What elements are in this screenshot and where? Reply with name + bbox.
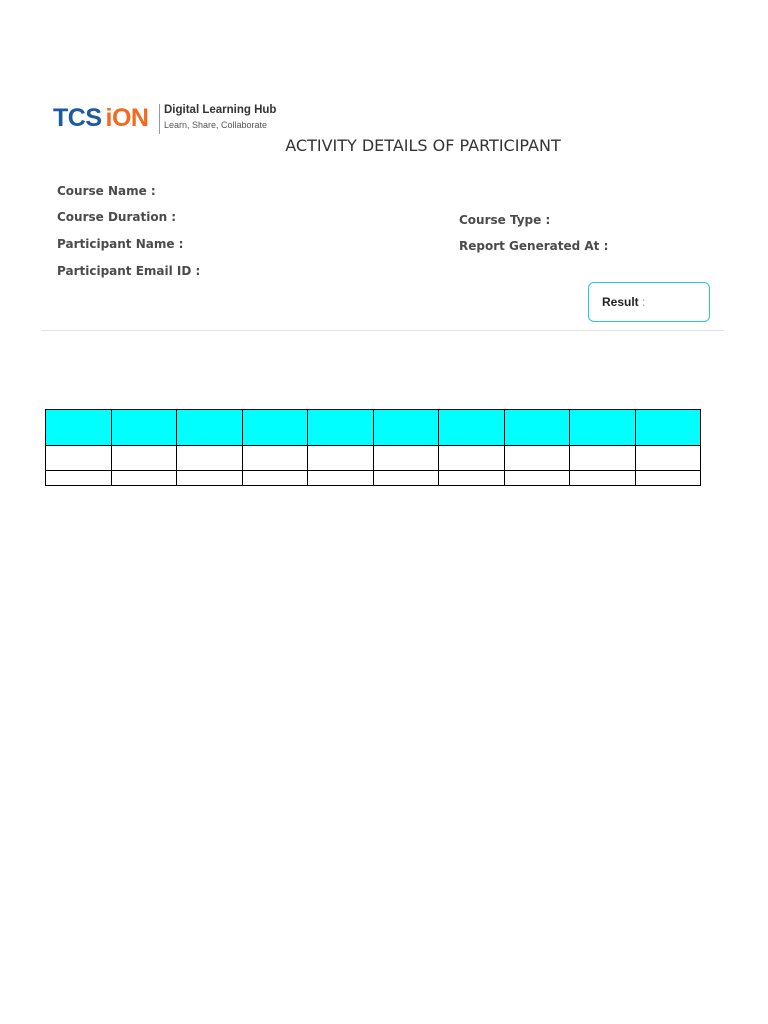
table-cell [439, 446, 505, 471]
table-cell [373, 446, 439, 471]
activity-table [45, 409, 701, 486]
logo-brand-ion: iON [105, 104, 149, 132]
participant-name-label: Participant Name : [57, 237, 184, 251]
result-box [588, 282, 710, 322]
table-header-cell [242, 410, 308, 446]
table-row [46, 471, 701, 486]
table-cell [635, 471, 701, 486]
result-label: Result [602, 295, 639, 309]
table-cell [177, 446, 243, 471]
course-type-label: Course Type : [459, 213, 551, 227]
report-generated-label: Report Generated At : [459, 239, 609, 253]
table-cell [242, 471, 308, 486]
table-header-cell [504, 410, 570, 446]
table-cell [373, 471, 439, 486]
table-cell [504, 446, 570, 471]
table-cell [46, 471, 112, 486]
table-cell [308, 471, 374, 486]
logo-wordmark [53, 105, 148, 131]
table-header-row [46, 410, 701, 446]
participant-email-label: Participant Email ID : [57, 264, 201, 278]
course-name-label: Course Name : [57, 184, 156, 198]
course-duration-label: Course Duration : [57, 210, 177, 224]
result-separator: : [642, 295, 646, 309]
table-header-cell [635, 410, 701, 446]
table-cell [570, 471, 636, 486]
table-cell [570, 446, 636, 471]
table-header-cell [177, 410, 243, 446]
header-divider [41, 330, 724, 331]
table-header-cell [46, 410, 112, 446]
table-cell [308, 446, 374, 471]
page-title: ACTIVITY DETAILS OF PARTICIPANT [285, 136, 561, 155]
table-header-cell [439, 410, 505, 446]
table-cell [635, 446, 701, 471]
table-cell [177, 471, 243, 486]
logo-tagline: Learn, Share, Collaborate [164, 120, 268, 130]
logo-hub-name: Digital Learning Hub [164, 104, 277, 116]
table-cell [439, 471, 505, 486]
table-cell [111, 471, 177, 486]
logo-brand-tcs: TCS [53, 104, 102, 132]
table-header-cell [308, 410, 374, 446]
table-cell [242, 446, 308, 471]
table-header-cell [373, 410, 439, 446]
table-cell [46, 446, 112, 471]
table-header-cell [111, 410, 177, 446]
table-cell [504, 471, 570, 486]
table-row [46, 446, 701, 471]
table-header-cell [570, 410, 636, 446]
tcs-ion-logo [53, 101, 277, 139]
logo-divider [159, 104, 160, 134]
table-cell [111, 446, 177, 471]
